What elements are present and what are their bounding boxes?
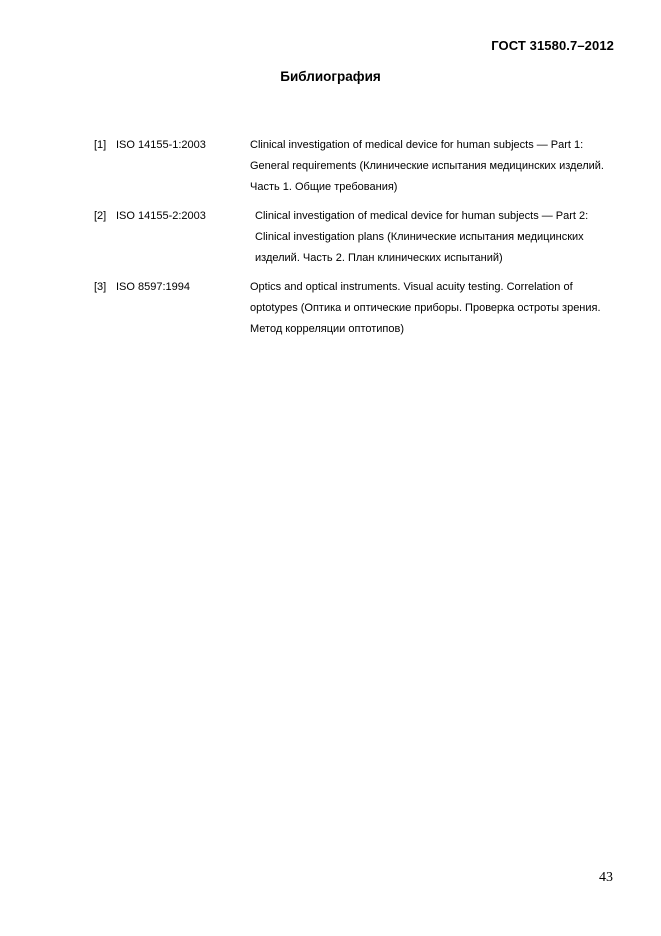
bibliography-entry — [94, 206, 624, 269]
entry-description: Optics and optical instruments. Visual acuity testing. Correlation of optotypes (Оптика и оптические приборы. Проверка остроты зрения. Метод корреляции оптотипов) — [250, 281, 601, 335]
document-code: ГОСТ 31580.7–2012 — [491, 38, 614, 53]
standard-code: ISO 8597:1994 — [116, 281, 191, 293]
entry-number: [3] — [94, 281, 107, 293]
bibliography-entry — [94, 135, 624, 198]
bibliography-list — [94, 135, 624, 348]
standard-code: ISO 14155-1:2003 — [116, 139, 206, 151]
bibliography-entry — [94, 277, 624, 340]
entry-number: [1] — [94, 139, 107, 151]
page-title: Библиография — [280, 69, 381, 84]
page-number: 43 — [599, 870, 613, 885]
entry-description: Clinical investigation of medical device for human subjects — Part 1: General requirements (Клинические испытания медицинских изделий. Часть 1. Общие требования) — [250, 139, 604, 193]
entry-description: Clinical investigation of medical device for human subjects — Part 2: Clinical investigation plans (Клинические испытания медицинских изделий. Часть 2. План клинических испытаний) — [255, 210, 589, 264]
standard-code: ISO 14155-2:2003 — [116, 210, 206, 222]
entry-number: [2] — [94, 210, 107, 222]
